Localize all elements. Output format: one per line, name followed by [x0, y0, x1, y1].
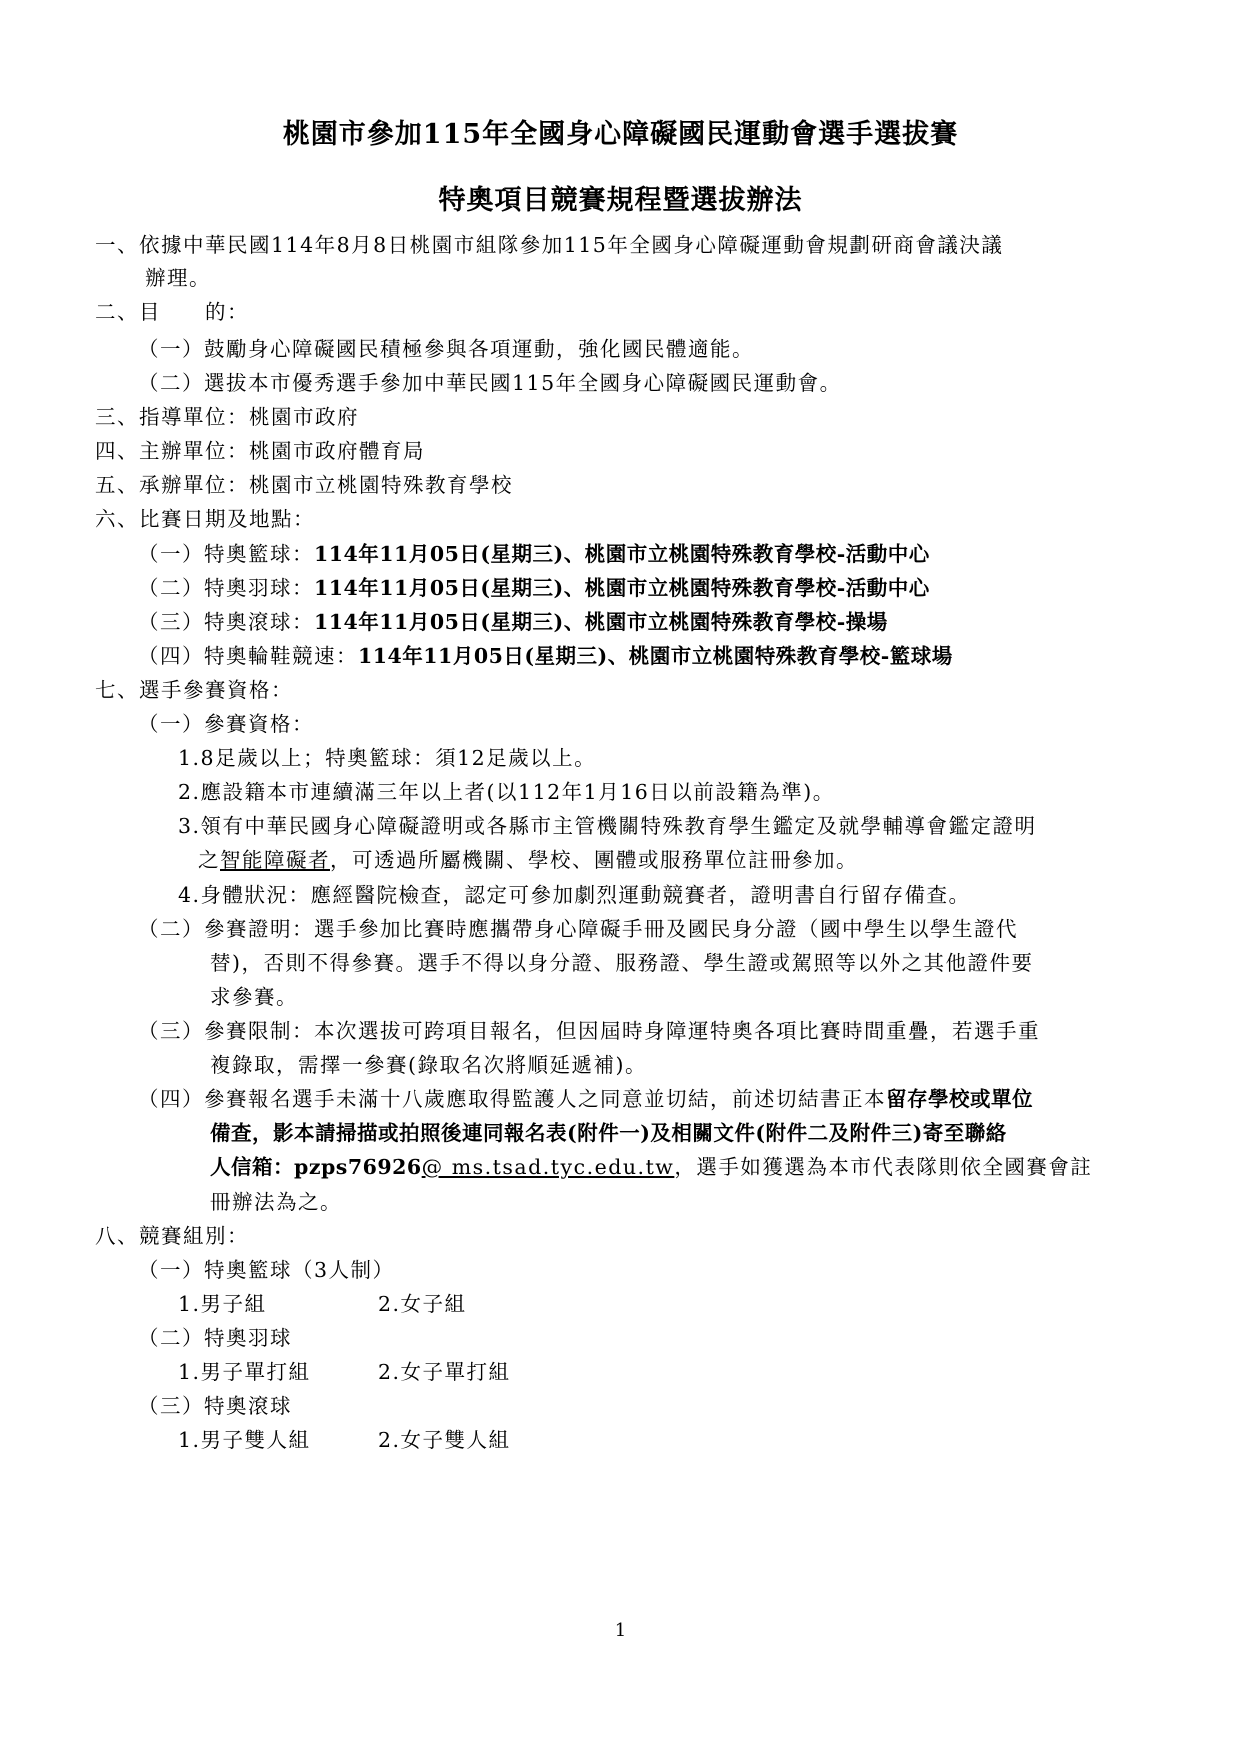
- section-7-item-1: （一）參賽資格：: [138, 712, 314, 736]
- section-3: 三、指導單位：桃園市政府: [95, 405, 359, 429]
- eligibility-age: 1.8足歲以上；特奧籃球：須12足歲以上。: [178, 746, 597, 770]
- eligibility-certificate-suffix: ，可透過所屬機關、學校、團體或服務單位註冊參加。: [330, 848, 858, 872]
- section-6-heading: 六、比賽日期及地點：: [95, 507, 315, 531]
- division-bocce: （三）特奧滾球: [138, 1394, 292, 1418]
- section-2-item-1: （一）鼓勵身心障礙國民積極參與各項運動，強化國民體適能。: [138, 337, 754, 361]
- section-8-heading: 八、競賽組別：: [95, 1224, 249, 1248]
- schedule-basketball-label: （一）特奧籃球：: [138, 542, 314, 566]
- contact-email-label: 人信箱：pzps76926: [210, 1155, 422, 1179]
- eligibility-residence: 2.應設籍本市連續滿三年以上者(以112年1月16日以前設籍為準)。: [178, 780, 835, 804]
- contact-email-suffix: ，選手如獲選為本市代表隊則依全國賽會註: [674, 1155, 1093, 1179]
- document-title: 桃園市參加115年全國身心障礙國民運動會選手選拔賽: [282, 119, 959, 150]
- contact-email-link[interactable]: @ ms.tsad.tyc.edu.tw: [421, 1155, 675, 1179]
- division-bocce-men: 1.男子雙人組: [178, 1428, 311, 1452]
- section-4: 四、主辦單位：桃園市政府體育局: [95, 439, 425, 463]
- division-basketball-women: 2.女子組: [378, 1292, 467, 1316]
- division-badminton: （二）特奧羽球: [138, 1326, 292, 1350]
- section-7-item-3-cont: 複錄取，需擇一參賽(錄取名次將順延遞補)。: [210, 1053, 647, 1077]
- division-bocce-women: 2.女子雙人組: [378, 1428, 511, 1452]
- schedule-badminton-label: （二）特奧羽球：: [138, 576, 314, 600]
- section-2-item-2: （二）選拔本市優秀選手參加中華民國115年全國身心障礙國民運動會。: [138, 371, 842, 395]
- schedule-badminton-detail: 114年11月05日(星期三)、桃園市立桃園特殊教育學校-活動中心: [314, 576, 930, 600]
- section-7-item-4-email-line: [210, 1154, 1092, 1180]
- section-7-item-4-text: （四）參賽報名選手未滿十八歲應取得監護人之同意並切結，前述切結書正本: [138, 1087, 886, 1111]
- division-basketball: （一）特奧籃球（3人制）: [138, 1258, 395, 1282]
- section-7-item-3: （三）參賽限制：本次選拔可跨項目報名，但因屆時身障運特奧各項比賽時間重疊，若選手重: [138, 1019, 1040, 1043]
- section-5: 五、承辦單位：桃園市立桃園特殊教育學校: [95, 473, 513, 497]
- schedule-badminton: [138, 575, 930, 601]
- page-number: 1: [614, 1620, 627, 1641]
- eligibility-certificate: 3.領有中華民國身心障礙證明或各縣市主管機關特殊教育學生鑑定及就學輔導會鑑定證明: [178, 814, 1037, 838]
- section-7-item-2-cont: 替)，否則不得參賽。選手不得以身分證、服務證、學生證或駕照等以外之其他證件要: [210, 951, 1034, 975]
- section-1: 一、依據中華民國114年8月8日桃園市組隊參加115年全國身心障礙運動會規劃研商會議決議: [95, 233, 1004, 257]
- document-subtitle: 特奧項目競賽規程暨選拔辦法: [438, 185, 803, 216]
- schedule-roller-skating: [138, 643, 953, 669]
- section-7-item-2-cont2: 求參賽。: [210, 985, 298, 1009]
- schedule-basketball-detail: 114年11月05日(星期三)、桃園市立桃園特殊教育學校-活動中心: [314, 542, 930, 566]
- eligibility-certificate-cont: [198, 847, 858, 873]
- schedule-bocce-label: （三）特奧滾球：: [138, 610, 314, 634]
- schedule-roller-skating-detail: 114年11月05日(星期三)、桃園市立桃園特殊教育學校-籃球場: [358, 644, 953, 668]
- section-1-cont: 辦理。: [145, 266, 211, 290]
- schedule-bocce: [138, 609, 888, 635]
- section-7-heading: 七、選手參賽資格：: [95, 678, 293, 702]
- section-7-item-4-end: 冊辦法為之。: [210, 1190, 342, 1214]
- division-badminton-women: 2.女子單打組: [378, 1360, 511, 1384]
- section-7-item-4: [138, 1086, 1033, 1112]
- eligibility-health: 4.身體狀況：應經醫院檢查，認定可參加劇烈運動競賽者，證明書自行留存備查。: [178, 883, 971, 907]
- schedule-bocce-detail: 114年11月05日(星期三)、桃園市立桃園特殊教育學校-操場: [314, 610, 888, 634]
- section-7-item-4-bold: 留存學校或單位: [886, 1087, 1033, 1111]
- division-badminton-men: 1.男子單打組: [178, 1360, 311, 1384]
- section-7-item-2: （二）參賽證明：選手參加比賽時應攜帶身心障礙手冊及國民身分證（國中學生以學生證代: [138, 917, 1018, 941]
- division-basketball-men: 1.男子組: [178, 1292, 267, 1316]
- section-7-item-4-cont: 備查，影本請掃描或拍照後連同報名表(附件一)及相關文件(附件二及附件三)寄至聯絡: [210, 1121, 1007, 1145]
- section-2-heading: 二、目 的：: [95, 300, 249, 324]
- eligibility-underlined-term: 智能障礙者: [220, 848, 330, 872]
- schedule-basketball: [138, 541, 930, 567]
- eligibility-certificate-prefix: 之: [198, 848, 220, 872]
- schedule-roller-skating-label: （四）特奧輪鞋競速：: [138, 644, 358, 668]
